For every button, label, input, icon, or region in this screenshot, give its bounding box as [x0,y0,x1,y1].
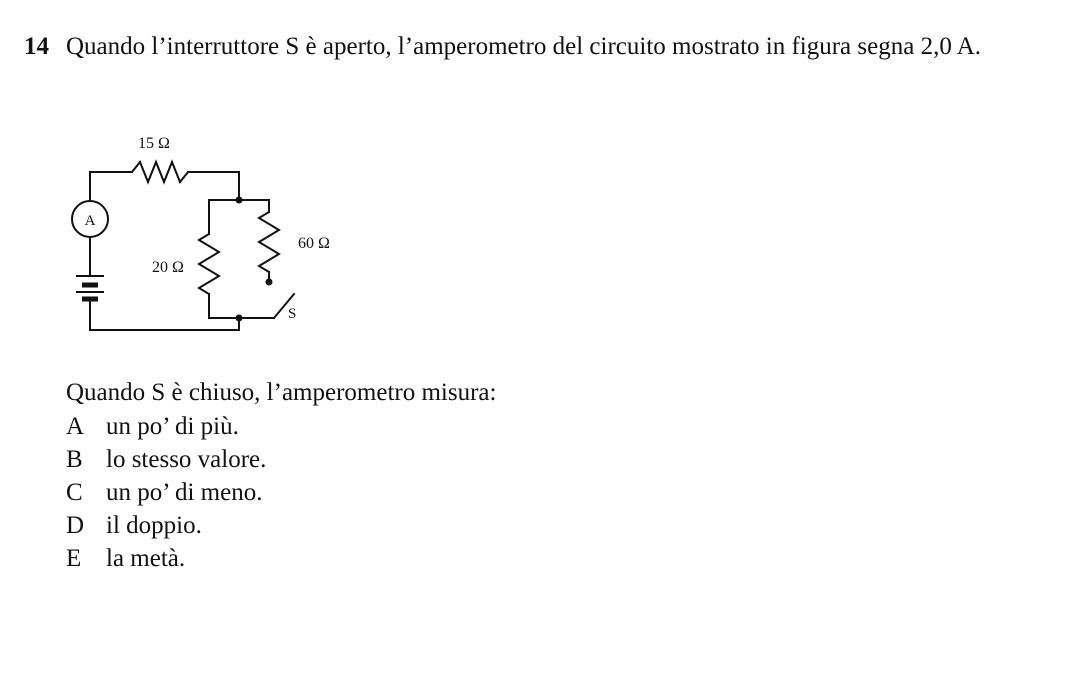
option-b [66,443,266,476]
option-text: un po’ di più. [106,413,239,440]
junction-dot [236,197,243,204]
resistor-15-label: 15 Ω [138,135,170,152]
resistor-20-ohm [199,234,219,294]
option-letter: D [66,512,85,539]
resistor-20-label: 20 Ω [152,259,184,276]
question-text: Quando l’interruttore S è aperto, l’amperometro del circuito mostrato in figura segna 2,0 A. [66,33,982,60]
option-text: un po’ di meno. [106,479,263,506]
option-letter: A [66,413,85,440]
option-text: lo stesso valore. [106,446,267,473]
option-d [66,509,266,542]
resistor-15-ohm [132,162,188,182]
option-letter: B [66,446,83,473]
wire-bottom [90,299,239,330]
answer-options [66,410,266,575]
circuit-diagram [62,128,362,340]
question-block [24,30,1064,64]
option-text: la metà. [106,545,186,572]
option-a [66,410,266,443]
option-letter: C [66,479,83,506]
junction-dot [236,315,243,322]
switch-contact-dot [266,279,273,286]
option-text: il doppio. [106,512,202,539]
resistor-60-label: 60 Ω [298,235,330,252]
switch-label: S [288,306,297,322]
option-c [66,476,266,509]
question-number: 14 [24,33,49,60]
wire-left-top [90,172,132,201]
answer-prompt: Quando S è chiuso, l’amperometro misura: [66,379,497,406]
option-e [66,542,266,575]
resistor-60-ohm [259,212,279,272]
ammeter-label: A [84,213,96,229]
wire-top-right [188,172,239,200]
option-letter: E [66,545,82,572]
